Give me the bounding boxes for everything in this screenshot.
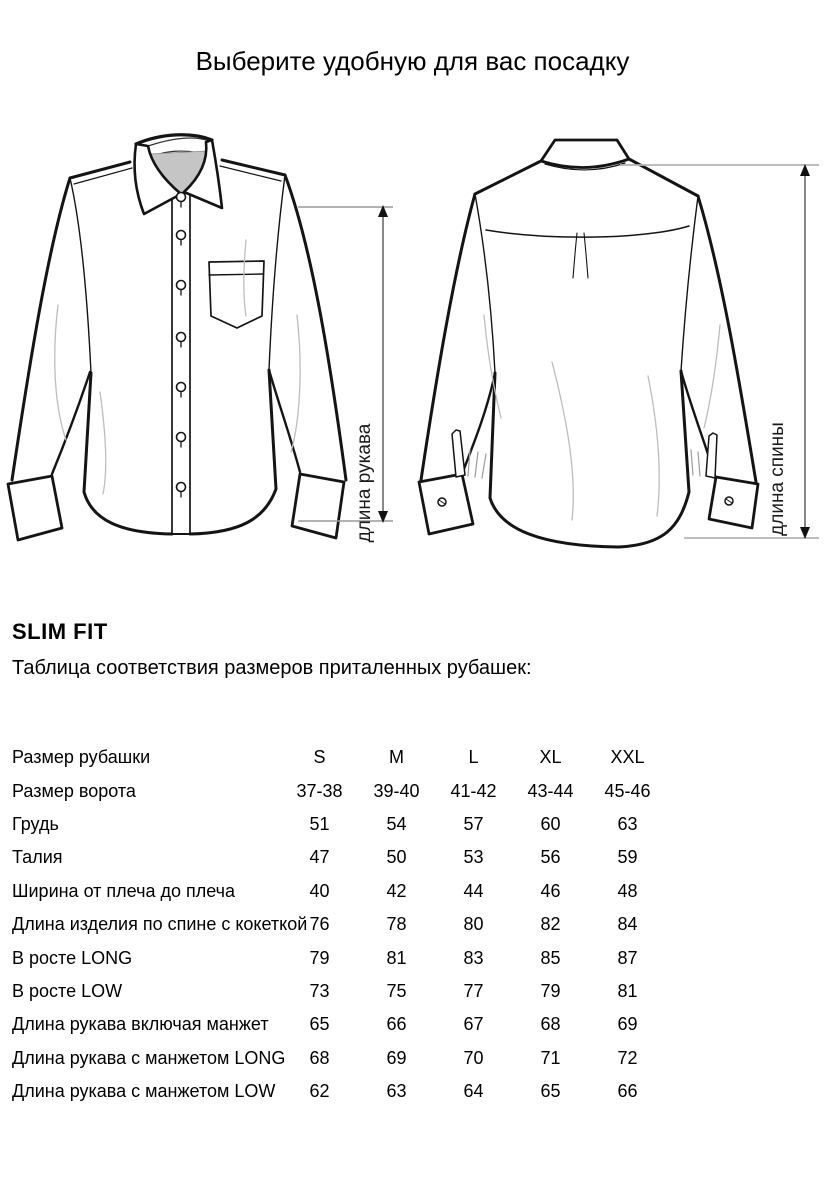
cell: 60 bbox=[540, 813, 561, 834]
row-label: Талия bbox=[12, 847, 63, 868]
cell: 75 bbox=[386, 980, 407, 1001]
cell: 76 bbox=[309, 914, 330, 935]
cell: 67 bbox=[463, 1014, 484, 1035]
table-row bbox=[12, 774, 672, 807]
size-column-l: L bbox=[468, 747, 479, 768]
cell: 48 bbox=[617, 880, 638, 901]
size-column-xxl: XXL bbox=[610, 747, 645, 768]
cell: 68 bbox=[309, 1047, 330, 1068]
cell: 81 bbox=[617, 980, 638, 1001]
cell: 45-46 bbox=[604, 780, 651, 801]
table-row bbox=[12, 1075, 672, 1108]
row-label: Длина рукава с манжетом LONG bbox=[12, 1047, 286, 1068]
cell: 72 bbox=[617, 1047, 638, 1068]
table-row bbox=[12, 941, 672, 974]
row-label: Грудь bbox=[12, 813, 59, 834]
row-label: Размер рубашки bbox=[12, 747, 151, 768]
cell: 82 bbox=[540, 914, 561, 935]
cell: 80 bbox=[463, 914, 484, 935]
cell: 63 bbox=[617, 813, 638, 834]
cell: 70 bbox=[463, 1047, 484, 1068]
cell: 54 bbox=[386, 813, 407, 834]
sleeve-length-label: длина рукава bbox=[354, 423, 375, 543]
cell: 39-40 bbox=[373, 780, 420, 801]
cell: 79 bbox=[309, 947, 330, 968]
cell: 65 bbox=[309, 1014, 330, 1035]
row-label: Ширина от плеча до плеча bbox=[12, 880, 236, 901]
row-label: Размер ворота bbox=[12, 780, 136, 801]
table-row bbox=[12, 1008, 672, 1041]
table-row bbox=[12, 808, 672, 841]
table-row bbox=[12, 875, 672, 908]
cell: 37-38 bbox=[296, 780, 343, 801]
cell: 41-42 bbox=[450, 780, 497, 801]
cell: 47 bbox=[309, 847, 330, 868]
cell: 77 bbox=[463, 980, 484, 1001]
cell: 83 bbox=[463, 947, 484, 968]
chest-pocket bbox=[209, 261, 264, 328]
table-row bbox=[12, 841, 672, 874]
cell: 81 bbox=[386, 947, 407, 968]
cell: 50 bbox=[386, 847, 407, 868]
cell: 40 bbox=[309, 880, 330, 901]
table-row bbox=[12, 1042, 672, 1075]
row-label: Длина рукава включая манжет bbox=[12, 1014, 269, 1035]
cell: 57 bbox=[463, 813, 484, 834]
shirt-diagrams bbox=[0, 120, 825, 600]
cell: 42 bbox=[386, 880, 407, 901]
cell: 56 bbox=[540, 847, 561, 868]
cell: 59 bbox=[617, 847, 638, 868]
page-title: Выберите удобную для вас посадку bbox=[195, 46, 630, 76]
cell: 73 bbox=[309, 980, 330, 1001]
cell: 69 bbox=[386, 1047, 407, 1068]
cell: 63 bbox=[386, 1081, 407, 1102]
row-label: В росте LOW bbox=[12, 980, 123, 1001]
cell: 44 bbox=[463, 880, 484, 901]
shirt-front-drawing bbox=[0, 120, 412, 600]
table-row bbox=[12, 908, 672, 941]
size-column-xl: XL bbox=[539, 747, 562, 768]
fit-heading: SLIM FIT bbox=[12, 619, 108, 644]
row-label: Длина изделия по спине с кокеткой bbox=[12, 914, 308, 935]
cell: 46 bbox=[540, 880, 561, 901]
size-column-s: S bbox=[313, 747, 326, 768]
cell: 53 bbox=[463, 847, 484, 868]
cell: 87 bbox=[617, 947, 638, 968]
cell: 43-44 bbox=[527, 780, 574, 801]
cell: 65 bbox=[540, 1081, 561, 1102]
cell: 69 bbox=[617, 1014, 638, 1035]
row-label: В росте LONG bbox=[12, 947, 133, 968]
cell: 84 bbox=[617, 914, 638, 935]
cell: 71 bbox=[540, 1047, 561, 1068]
table-row bbox=[12, 975, 672, 1008]
row-label: Длина рукава с манжетом LOW bbox=[12, 1081, 276, 1102]
shirt-back-drawing bbox=[412, 120, 825, 600]
cell: 62 bbox=[309, 1081, 330, 1102]
cell: 64 bbox=[463, 1081, 484, 1102]
size-column-m: M bbox=[389, 747, 404, 768]
cell: 68 bbox=[540, 1014, 561, 1035]
cell: 79 bbox=[540, 980, 561, 1001]
table-caption: Таблица соответствия размеров приталенных рубашек: bbox=[12, 657, 532, 679]
size-table-header-row bbox=[12, 741, 672, 774]
cell: 66 bbox=[617, 1081, 638, 1102]
cell: 66 bbox=[386, 1014, 407, 1035]
cell: 85 bbox=[540, 947, 561, 968]
cell: 78 bbox=[386, 914, 407, 935]
back-length-label: длина спины bbox=[767, 422, 788, 536]
size-table bbox=[12, 741, 672, 1108]
cell: 51 bbox=[309, 813, 330, 834]
back-collar bbox=[541, 140, 629, 170]
